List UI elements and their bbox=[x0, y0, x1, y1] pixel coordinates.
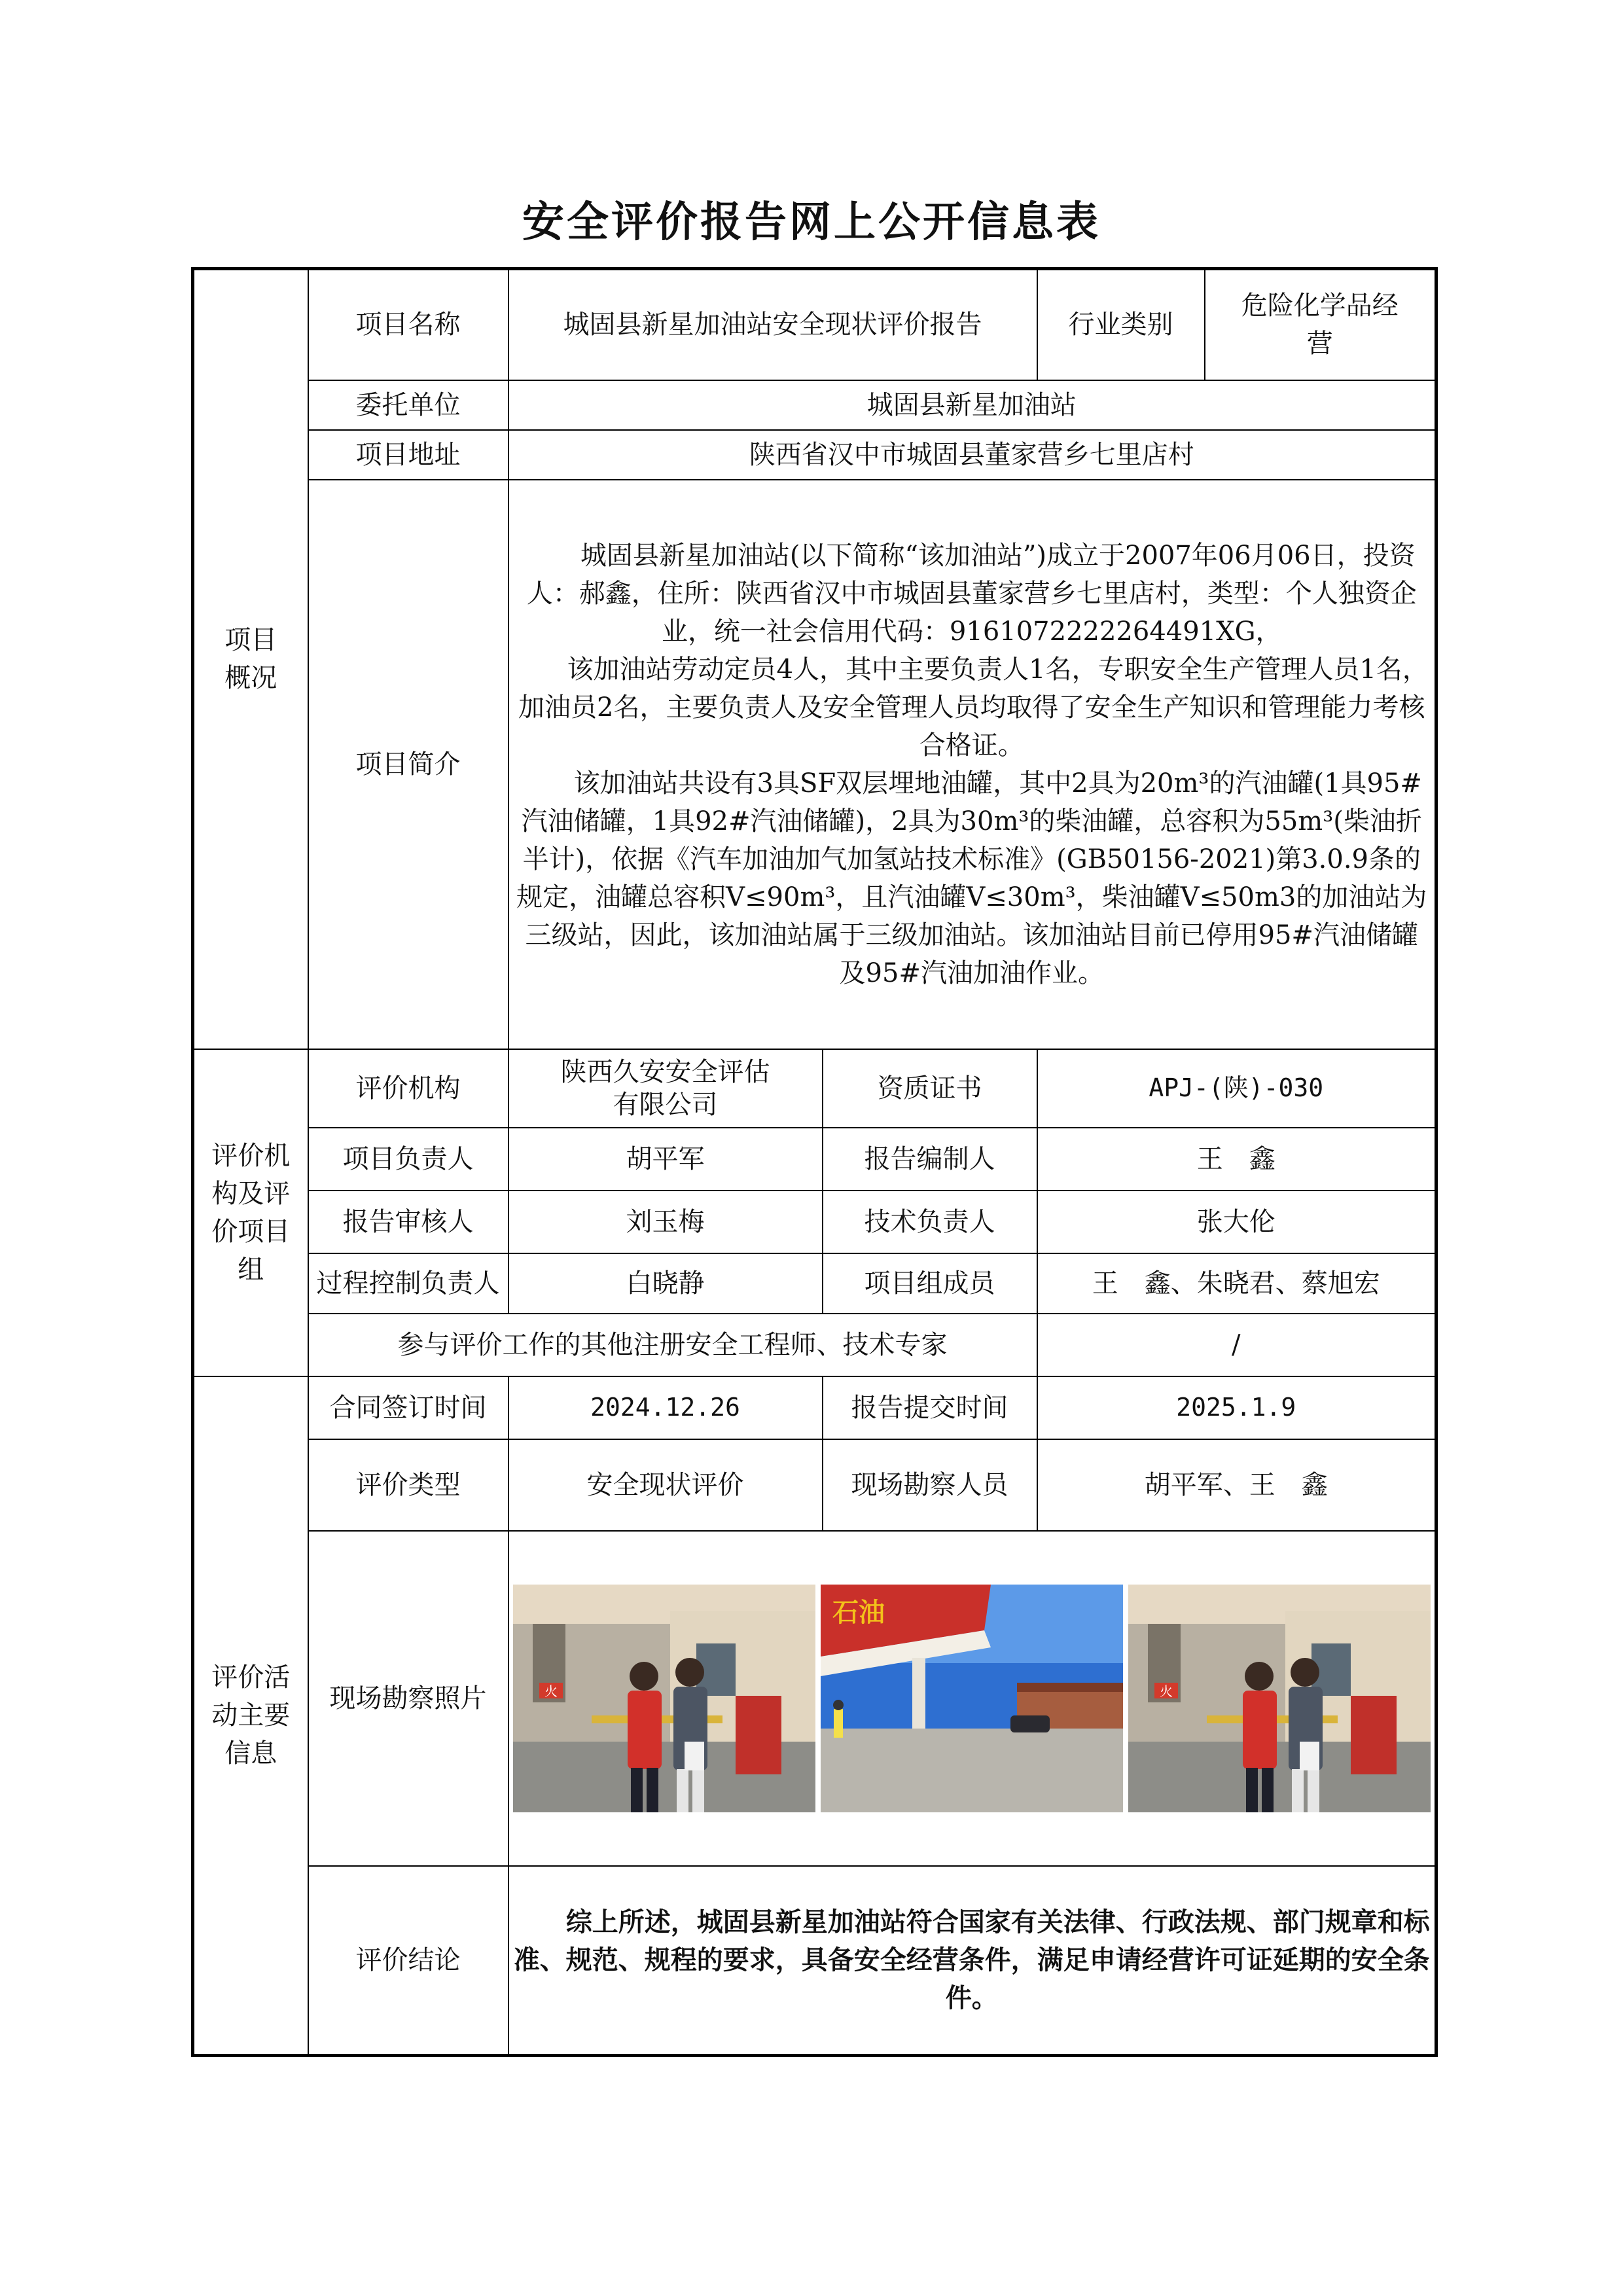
writer-value: 王 鑫 bbox=[1037, 1128, 1436, 1191]
agency-value: 陕西久安安全评估 有限公司 bbox=[508, 1049, 823, 1128]
info-table bbox=[191, 267, 1438, 2057]
eval-type-value: 安全现状评价 bbox=[508, 1439, 823, 1531]
process-label: 过程控制负责人 bbox=[308, 1253, 508, 1314]
leader-value: 胡平军 bbox=[508, 1128, 823, 1191]
photo3-sign-text: 火 bbox=[1160, 1683, 1173, 1699]
agency-label: 评价机构 bbox=[308, 1049, 508, 1128]
industry-value: 危险化学品经营 bbox=[1205, 269, 1436, 380]
photo-strip bbox=[513, 1585, 1431, 1812]
inspectors-value: 胡平军、王 鑫 bbox=[1037, 1439, 1436, 1531]
industry-label: 行业类别 bbox=[1037, 269, 1205, 380]
section-overview-label: 项目 概况 bbox=[224, 625, 277, 694]
intro-label: 项目简介 bbox=[308, 480, 508, 1049]
eval-type-label: 评价类型 bbox=[308, 1439, 508, 1531]
photo1-sign-text: 火 bbox=[544, 1683, 558, 1699]
section-org bbox=[193, 1049, 308, 1376]
reviewer-value: 刘玉梅 bbox=[508, 1191, 823, 1253]
members-value: 王 鑫、朱晓君、蔡旭宏 bbox=[1037, 1253, 1436, 1314]
site-photo-1 bbox=[513, 1585, 815, 1812]
site-photo-3 bbox=[1128, 1585, 1431, 1812]
section-activity bbox=[193, 1376, 308, 2056]
submit-label: 报告提交时间 bbox=[823, 1376, 1037, 1439]
page-title: 安全评价报告网上公开信息表 bbox=[522, 198, 1101, 247]
client-label: 委托单位 bbox=[308, 380, 508, 430]
process-value: 白晓静 bbox=[508, 1253, 823, 1314]
tech-value: 张大伦 bbox=[1037, 1191, 1436, 1253]
project-name-value: 城固县新星加油站安全现状评价报告 bbox=[508, 269, 1037, 380]
writer-label: 报告编制人 bbox=[823, 1128, 1037, 1191]
section-activity-label: 评价活 动主要 信息 bbox=[211, 1662, 291, 1768]
others-label: 参与评价工作的其他注册安全工程师、技术专家 bbox=[308, 1314, 1037, 1376]
photos-label: 现场勘察照片 bbox=[308, 1531, 508, 1866]
section-overview bbox=[193, 269, 308, 1049]
photo2-brand-text: 石油 bbox=[832, 1597, 885, 1628]
conclusion-text: 综上所述，城固县新星加油站符合国家有关法律、行政法规、部门规章和标准、规范、规程的要求，具备安全经营条件，满足申请经营许可证延期的安全条件。 bbox=[513, 1906, 1430, 2013]
cert-value: APJ-(陕)-030 bbox=[1037, 1049, 1436, 1128]
conclusion-label: 评价结论 bbox=[308, 1866, 508, 2056]
cert-label: 资质证书 bbox=[823, 1049, 1037, 1128]
others-value: / bbox=[1037, 1314, 1436, 1376]
tech-label: 技术负责人 bbox=[823, 1191, 1037, 1253]
members-label: 项目组成员 bbox=[823, 1253, 1037, 1314]
photos-cell bbox=[508, 1531, 1436, 1866]
contract-value: 2024.12.26 bbox=[508, 1376, 823, 1439]
contract-label: 合同签订时间 bbox=[308, 1376, 508, 1439]
inspectors-label: 现场勘察人员 bbox=[823, 1439, 1037, 1531]
intro-paragraph-1: 城固县新星加油站(以下简称“该加油站”)成立于2007年06月06日，投资人：郝鑫，住所：陕西省汉中市城固县董家营乡七里店村，类型：个人独资企业，统一社会信用代码：9161072222264491XG， bbox=[526, 540, 1417, 647]
intro-paragraph-2: 该加油站劳动定员4人，其中主要负责人1名，专职安全生产管理人员1名，加油员2名，主要负责人及安全管理人员均取得了安全生产知识和管理能力考核合格证。 bbox=[518, 654, 1429, 761]
project-name-label: 项目名称 bbox=[308, 269, 508, 380]
leader-label: 项目负责人 bbox=[308, 1128, 508, 1191]
section-org-label: 评价机 构及评 价项目 组 bbox=[211, 1140, 291, 1285]
address-value: 陕西省汉中市城固县董家营乡七里店村 bbox=[508, 430, 1436, 480]
submit-value: 2025.1.9 bbox=[1037, 1376, 1436, 1439]
conclusion-cell bbox=[508, 1866, 1436, 2056]
address-label: 项目地址 bbox=[308, 430, 508, 480]
client-value: 城固县新星加油站 bbox=[508, 380, 1436, 430]
reviewer-label: 报告审核人 bbox=[308, 1191, 508, 1253]
intro-paragraph-3: 该加油站共设有3具SF双层埋地油罐，其中2具为20m³的汽油罐(1具95#汽油储罐，1具92#汽油储罐)，2具为30m³的柴油罐，总容积为55m³(柴油折半计)，依据《汽车加油加气加氢站技术标准》(GB50156-2021)第3.0.9条的规定，油罐总容积V≤90m³，且汽油罐V≤30m³，柴油罐V≤50m3的加油站为三级站，因此，该加油站属于三级加油站。该加油站目前已停用95#汽油储罐及95#汽油加油作业。 bbox=[516, 768, 1427, 988]
site-photo-2 bbox=[821, 1585, 1123, 1812]
intro-text bbox=[508, 480, 1436, 1049]
